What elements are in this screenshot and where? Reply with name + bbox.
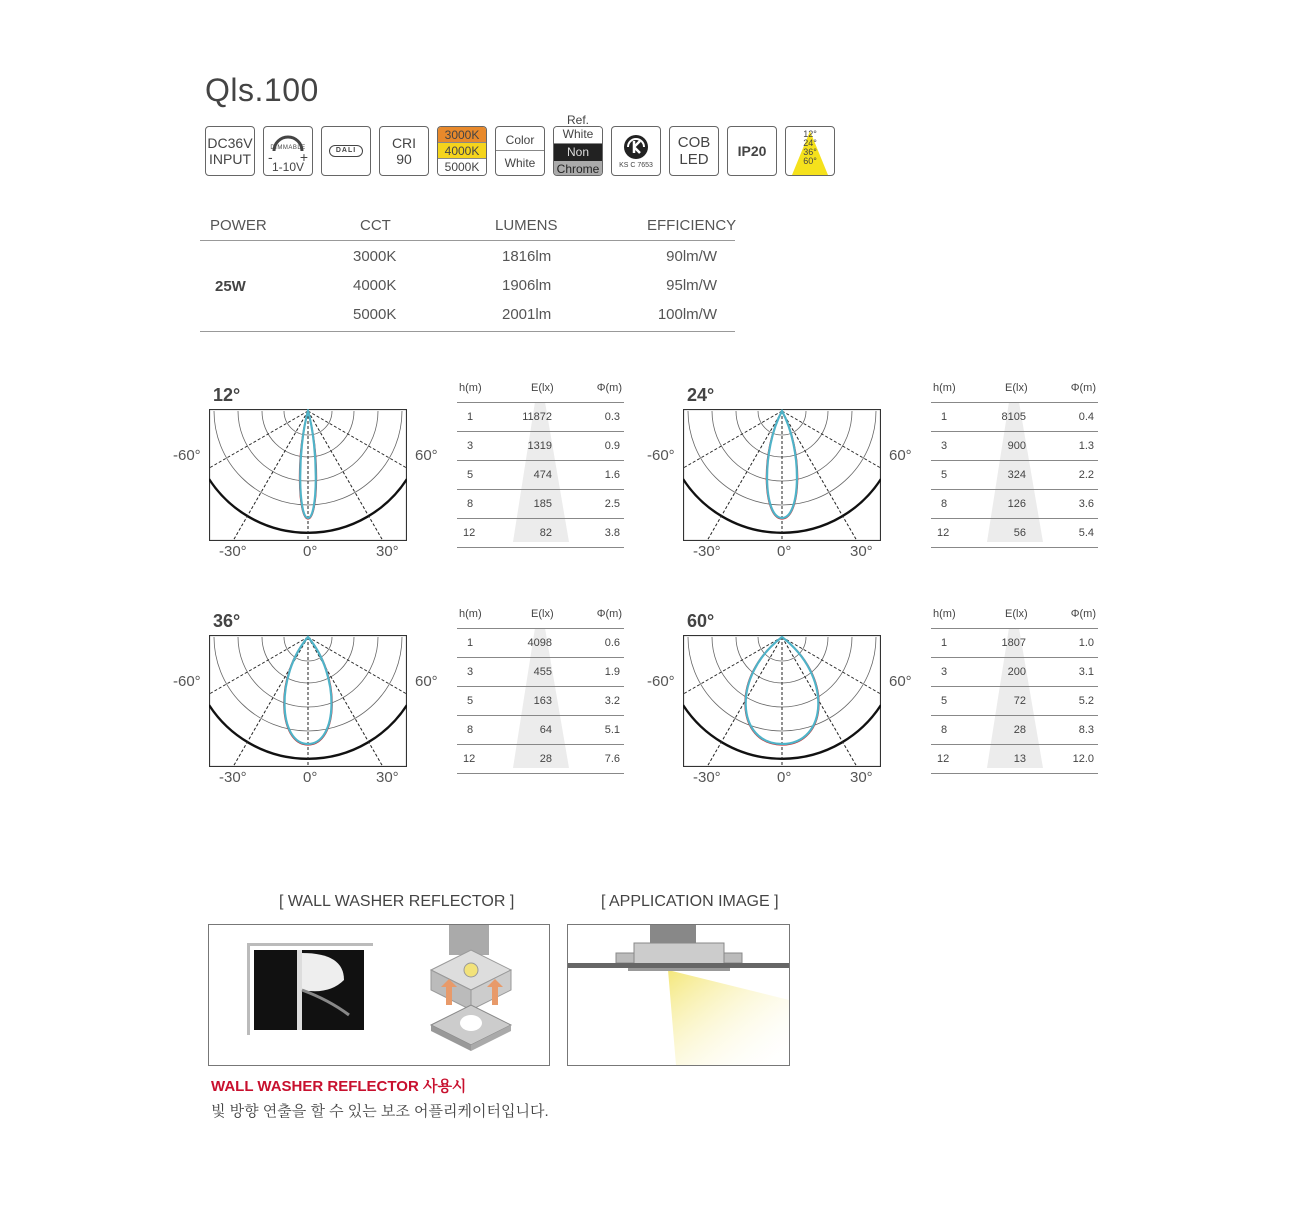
table-cell: 3 xyxy=(941,666,948,678)
table-cell: 5 xyxy=(941,695,948,707)
table-row xyxy=(457,628,624,657)
cct-value: 5000K xyxy=(353,306,397,323)
table-header-cell: E(lx) xyxy=(531,608,554,620)
beam-angle-title: 24° xyxy=(687,385,715,405)
table-cell: 4098 xyxy=(527,637,552,649)
table-cell: 12 xyxy=(937,527,950,539)
table-cell: 0.6 xyxy=(604,637,620,649)
table-cell: 474 xyxy=(533,469,552,481)
table-cell: 0.3 xyxy=(604,411,620,423)
table-header xyxy=(457,604,624,628)
table-row xyxy=(457,431,624,460)
reflector-title: Ref. xyxy=(566,113,589,127)
polar-label-0: 0° xyxy=(303,543,318,560)
cct-5000k: 5000K xyxy=(438,159,486,175)
spec-row xyxy=(200,299,735,328)
dimmable-minus: - xyxy=(268,149,273,165)
table-cell: 1 xyxy=(467,637,474,649)
table-header-cell: h(m) xyxy=(459,382,482,394)
color-value: White xyxy=(504,155,536,170)
table-cell: 455 xyxy=(533,666,552,678)
efficiency-value: 90lm/W xyxy=(666,248,717,265)
table-cell: 900 xyxy=(1007,440,1026,452)
table-header xyxy=(931,378,1098,402)
polar-label-minus30: -30° xyxy=(219,543,247,560)
dimmable-label: DIMMABLE xyxy=(270,145,306,151)
spec-row xyxy=(200,270,735,299)
table-row xyxy=(931,657,1098,686)
polar-label-minus30: -30° xyxy=(693,769,721,786)
table-header-cell: h(m) xyxy=(459,608,482,620)
table-cell: 1 xyxy=(941,637,948,649)
table-cell: 1.0 xyxy=(1078,637,1094,649)
ip-rating: IP20 xyxy=(737,143,767,159)
spec-header xyxy=(200,210,735,241)
angle-36: 36° xyxy=(803,147,817,157)
table-cell: 2.2 xyxy=(1078,469,1094,481)
color-label: Color xyxy=(496,133,544,151)
polar-label-left: -60° xyxy=(173,673,201,690)
polar-label-left: -60° xyxy=(647,447,675,464)
table-cell: 185 xyxy=(533,498,552,510)
polar-label-left: -60° xyxy=(647,673,675,690)
polar-label-minus30: -30° xyxy=(693,543,721,560)
table-row xyxy=(931,686,1098,715)
application-illustration xyxy=(568,925,789,1065)
polar-label-0: 0° xyxy=(777,769,792,786)
polar-label-minus30: -30° xyxy=(219,769,247,786)
table-row xyxy=(457,657,624,686)
product-title: Qls.100 xyxy=(205,72,319,108)
cct-value: 3000K xyxy=(353,248,397,265)
table-cell: 3 xyxy=(467,440,474,452)
cri-badge xyxy=(379,126,429,176)
table-row xyxy=(931,402,1098,431)
table-cell: 12 xyxy=(463,527,476,539)
reflector-chrome: Chrome xyxy=(554,161,602,176)
table-row xyxy=(931,431,1098,460)
efficiency-value: 95lm/W xyxy=(666,277,717,294)
table-cell: 3.1 xyxy=(1078,666,1094,678)
table-cell: 1807 xyxy=(1001,637,1026,649)
table-cell: 72 xyxy=(1013,695,1026,707)
wall-washer-note-title: WALL WASHER REFLECTOR 사용시 xyxy=(211,1078,467,1095)
polar-label-right: 60° xyxy=(889,673,912,690)
table-cell: 1.6 xyxy=(604,469,620,481)
polar-label-0: 0° xyxy=(303,769,318,786)
dimmable-range: 1-10V xyxy=(271,160,305,174)
spec-table xyxy=(200,210,735,332)
table-row xyxy=(931,715,1098,744)
cct-4000k: 4000K xyxy=(438,143,486,159)
spec-body xyxy=(200,241,735,332)
table-header xyxy=(457,378,624,402)
table-header-cell: Φ(m) xyxy=(596,382,622,394)
table-cell: 3 xyxy=(941,440,948,452)
table-row xyxy=(457,518,624,548)
table-cell: 5.2 xyxy=(1078,695,1094,707)
table-cell: 8 xyxy=(467,498,474,510)
table-row xyxy=(931,460,1098,489)
table-cell: 82 xyxy=(539,527,552,539)
cob-label: COB xyxy=(677,134,711,151)
reflector-white: White xyxy=(554,127,602,144)
table-cell: 324 xyxy=(1007,469,1026,481)
polar-diagram xyxy=(209,409,407,541)
header-efficiency: EFFICIENCY xyxy=(647,217,737,234)
table-cell: 3.6 xyxy=(1078,498,1094,510)
cri-label: CRI xyxy=(391,135,417,151)
polar-label-right: 60° xyxy=(415,447,438,464)
illuminance-table xyxy=(457,378,624,548)
feature-badges xyxy=(205,113,835,176)
table-cell: 8 xyxy=(941,724,948,736)
polar-label-right: 60° xyxy=(889,447,912,464)
led-label: LED xyxy=(679,151,709,168)
table-cell: 0.9 xyxy=(604,440,620,452)
polar-label-left: -60° xyxy=(173,447,201,464)
lumens-value: 1906lm xyxy=(502,277,552,294)
table-cell: 1 xyxy=(467,411,474,423)
table-header-cell: E(lx) xyxy=(1005,382,1028,394)
input-label: INPUT xyxy=(209,151,251,167)
table-header-cell: h(m) xyxy=(933,608,956,620)
table-header-cell: E(lx) xyxy=(531,382,554,394)
table-cell: 11872 xyxy=(522,411,552,423)
table-cell: 126 xyxy=(1007,498,1026,510)
beam-angle-title: 36° xyxy=(213,611,241,631)
table-cell: 28 xyxy=(1013,724,1026,736)
cct-value: 4000K xyxy=(353,277,397,294)
dimmable-plus: + xyxy=(299,149,308,165)
reflector-non: Non xyxy=(554,144,602,161)
table-cell: 3.2 xyxy=(604,695,620,707)
table-cell: 64 xyxy=(539,724,552,736)
table-header-cell: Φ(m) xyxy=(1070,608,1096,620)
table-cell: 8 xyxy=(941,498,948,510)
wall-washer-note-body: 빛 방향 연출을 할 수 있는 보조 어플리케이터입니다. xyxy=(211,1103,549,1120)
polar-label-right: 60° xyxy=(415,673,438,690)
table-cell: 7.6 xyxy=(604,753,620,765)
table-cell: 12 xyxy=(463,753,476,765)
beam-angle-title: 60° xyxy=(687,611,715,631)
table-cell: 163 xyxy=(533,695,552,707)
beam-angle-title: 12° xyxy=(213,385,241,405)
table-header-cell: h(m) xyxy=(933,382,956,394)
table-cell: 12.0 xyxy=(1072,753,1094,765)
polar-diagram xyxy=(209,635,407,767)
table-cell: 12 xyxy=(937,753,950,765)
dimmable-badge xyxy=(263,126,313,176)
table-cell: 2.5 xyxy=(604,498,620,510)
application-image xyxy=(567,924,790,1066)
dali-badge xyxy=(321,126,371,176)
ks-badge xyxy=(611,126,661,176)
table-row xyxy=(457,402,624,431)
table-cell: 5 xyxy=(467,469,474,481)
cct-badge xyxy=(437,126,487,176)
table-row xyxy=(457,460,624,489)
dali-logo-icon: DALI xyxy=(329,145,363,157)
table-row xyxy=(931,489,1098,518)
cri-value: 90 xyxy=(396,151,412,167)
header-cct: CCT xyxy=(360,217,391,234)
polar-label-30: 30° xyxy=(376,769,399,786)
illuminance-table xyxy=(931,378,1098,548)
table-cell: 3.8 xyxy=(604,527,620,539)
table-cell: 8.3 xyxy=(1078,724,1094,736)
wall-washer-illustration xyxy=(209,925,549,1065)
wall-washer-image xyxy=(208,924,550,1066)
efficiency-value: 100lm/W xyxy=(657,306,717,323)
table-cell: 8 xyxy=(467,724,474,736)
table-cell: 5 xyxy=(941,469,948,481)
wall-washer-title: [ WALL WASHER REFLECTOR ] xyxy=(279,893,515,910)
cob-badge xyxy=(669,126,719,176)
polar-label-30: 30° xyxy=(376,543,399,560)
header-power: POWER xyxy=(210,217,267,234)
table-row xyxy=(457,686,624,715)
angle-60: 60° xyxy=(803,156,817,166)
table-cell: 3 xyxy=(467,666,474,678)
table-cell: 8105 xyxy=(1001,411,1026,423)
table-row xyxy=(931,628,1098,657)
illuminance-table xyxy=(931,604,1098,774)
table-row xyxy=(931,518,1098,548)
table-cell: 1 xyxy=(941,411,948,423)
polar-diagram xyxy=(683,635,881,767)
spec-row xyxy=(200,241,735,270)
table-header-cell: E(lx) xyxy=(1005,608,1028,620)
input-voltage-badge xyxy=(205,126,255,176)
table-row xyxy=(931,744,1098,774)
header-lumens: LUMENS xyxy=(495,217,558,234)
lumens-value: 2001lm xyxy=(502,306,552,323)
table-cell: 5.4 xyxy=(1078,527,1094,539)
polar-diagram xyxy=(683,409,881,541)
table-header xyxy=(931,604,1098,628)
cct-3000k: 3000K xyxy=(438,127,486,143)
input-voltage: DC36V xyxy=(207,135,253,151)
table-row xyxy=(457,489,624,518)
table-header-cell: Φ(m) xyxy=(1070,382,1096,394)
table-cell: 5.1 xyxy=(604,724,620,736)
table-cell: 1319 xyxy=(527,440,552,452)
beam-angle-badge xyxy=(785,126,835,176)
color-badge xyxy=(495,126,545,176)
application-title: [ APPLICATION IMAGE ] xyxy=(601,893,779,910)
angle-24: 24° xyxy=(803,138,817,148)
table-cell: 0.4 xyxy=(1078,411,1094,423)
polar-label-30: 30° xyxy=(850,543,873,560)
angle-12: 12° xyxy=(803,129,817,139)
table-cell: 1.3 xyxy=(1078,440,1094,452)
illuminance-table xyxy=(457,604,624,774)
table-cell: 56 xyxy=(1013,527,1026,539)
table-header-cell: Φ(m) xyxy=(596,608,622,620)
table-cell: 28 xyxy=(539,753,552,765)
reflector-badge xyxy=(553,113,603,176)
table-row xyxy=(457,715,624,744)
polar-label-30: 30° xyxy=(850,769,873,786)
table-cell: 13 xyxy=(1013,753,1026,765)
ip-badge xyxy=(727,126,777,176)
ks-mark-icon xyxy=(621,132,651,162)
power-value: 25W xyxy=(215,278,246,295)
table-row xyxy=(457,744,624,774)
ks-label: KS C 7653 xyxy=(619,162,653,169)
table-cell: 200 xyxy=(1007,666,1026,678)
table-cell: 1.9 xyxy=(604,666,620,678)
lumens-value: 1816lm xyxy=(502,248,552,265)
polar-label-0: 0° xyxy=(777,543,792,560)
table-cell: 5 xyxy=(467,695,474,707)
